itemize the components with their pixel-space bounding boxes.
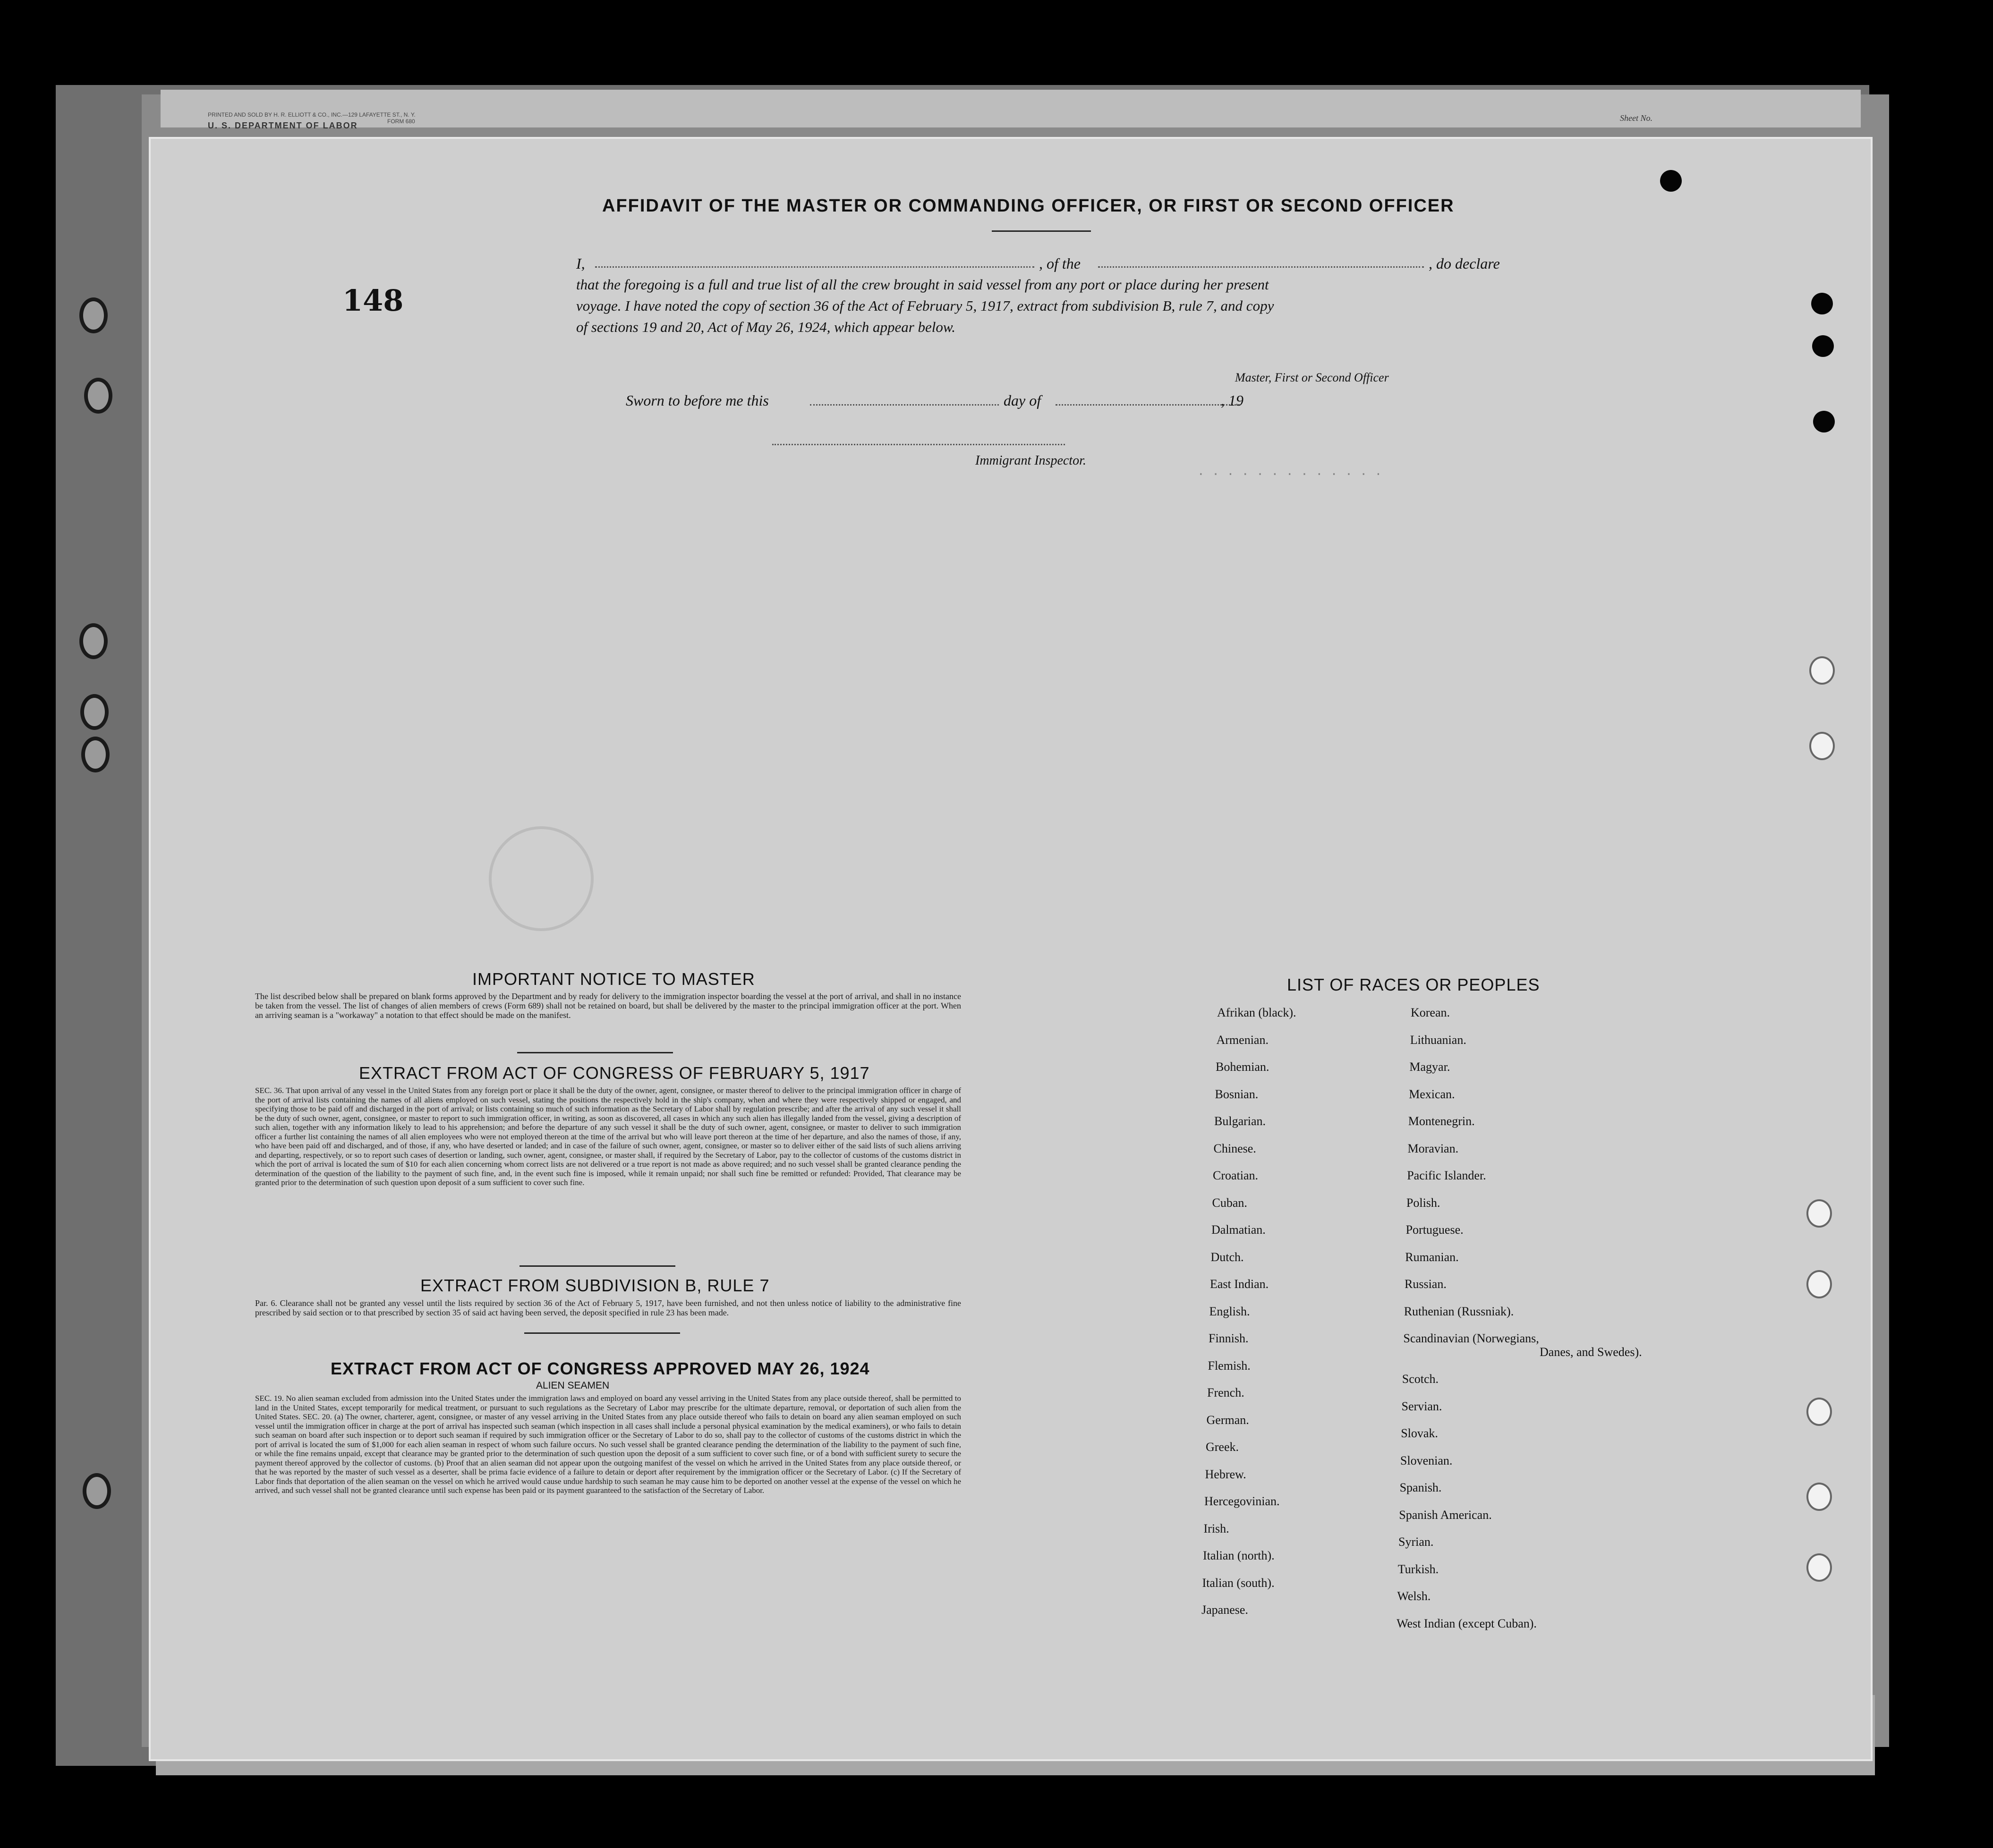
punch-hole bbox=[1806, 1199, 1832, 1228]
alien-seamen-subtitle: ALIEN SEAMEN bbox=[536, 1380, 610, 1391]
race-item: West Indian (except Cuban). bbox=[1397, 1616, 1537, 1630]
punch-hole bbox=[1809, 732, 1835, 760]
race-item: Syrian. bbox=[1398, 1535, 1434, 1549]
race-item: Polish. bbox=[1406, 1195, 1440, 1210]
race-item: Dalmatian. bbox=[1211, 1223, 1266, 1237]
race-item: Danes, and Swedes). bbox=[1540, 1345, 1642, 1359]
department-label: U. S. DEPARTMENT OF LABOR bbox=[208, 121, 358, 130]
punch-hole bbox=[1806, 1270, 1832, 1298]
notice-body: The list described below shall be prepared on blank forms approved by the Department and by ready for delivery to the immigration inspector boarding the vessel at the port of arrival, and shall in no instance be taken from the vessel. The list of changes of alien members of crews (Form 689) shall not be retained on board, but shall be delivered by the master to the principal immigration officer at the port. When an arriving seaman is a "workaway" a notation to that effect should be made on the manifest. bbox=[255, 992, 961, 1020]
sworn-label: Sworn to before me this bbox=[626, 392, 769, 409]
race-item: Flemish. bbox=[1208, 1358, 1251, 1373]
binder-ring bbox=[79, 623, 108, 659]
form-number: FORM 680 bbox=[387, 118, 415, 125]
race-item: English. bbox=[1209, 1304, 1250, 1318]
race-item: Cuban. bbox=[1212, 1195, 1247, 1210]
race-item: Hebrew. bbox=[1205, 1467, 1246, 1481]
race-item: Mexican. bbox=[1409, 1087, 1455, 1101]
races-title: LIST OF RACES OR PEOPLES bbox=[1287, 975, 1540, 994]
section-rule bbox=[524, 1332, 680, 1334]
race-item: Italian (north). bbox=[1203, 1549, 1275, 1562]
race-item: Hercegovinian. bbox=[1204, 1494, 1280, 1508]
master-name-blank[interactable] bbox=[595, 266, 1034, 268]
race-item: Bulgarian. bbox=[1214, 1114, 1266, 1128]
affidavit-line1-of: , of the bbox=[1039, 255, 1081, 272]
race-item: Servian. bbox=[1401, 1399, 1442, 1413]
sworn-day-blank[interactable] bbox=[810, 404, 999, 406]
race-item: East Indian. bbox=[1210, 1277, 1269, 1291]
race-item: Portuguese. bbox=[1405, 1223, 1464, 1237]
binder-ring bbox=[81, 737, 110, 772]
race-item: Pacific Islander. bbox=[1407, 1169, 1486, 1182]
race-item: Slovak. bbox=[1401, 1426, 1438, 1440]
race-item: German. bbox=[1206, 1413, 1249, 1427]
race-item: Turkish. bbox=[1397, 1562, 1439, 1576]
binder-ring bbox=[80, 694, 109, 730]
race-item: Magyar. bbox=[1409, 1060, 1450, 1074]
affidavit-sheet bbox=[149, 137, 1873, 1761]
race-item: Chinese. bbox=[1213, 1141, 1256, 1155]
year-prefix-label: , 19 bbox=[1221, 392, 1243, 409]
race-item: Scotch. bbox=[1402, 1372, 1439, 1386]
sworn-month-blank[interactable] bbox=[1056, 404, 1240, 406]
race-item: Bohemian. bbox=[1216, 1060, 1269, 1074]
inspector-label: Immigrant Inspector. bbox=[975, 453, 1086, 468]
extract-1924-body: SEC. 19. No alien seaman excluded from admission into the United States under the immigration laws and employed on board any vessel arriving in the United States from any place outside thereof, shall be permitted to land in the United States, except temporarily for medical treatment, or pursuant to such regulations as the Secretary of Labor may prescribe for the ultimate departure, removal, or deportation of such alien from the United States. SEC. 20. (a) The owner, charterer, agent, consignee, or master of any vessel arriving in the United States from any place outside thereof who fails to detain on board any alien seaman employed on such vessel until the immigration officer in charge at the port of arrival has inspected such seaman (which inspection in all cases shall include a personal physical examination by the medical examiners), or who fails to detain such seaman on board after such inspection or to deport such seaman if required by such immigration officer or the Secretary of Labor to do so, shall pay to the collector of customs of the customs district in which the port of arrival is located the sum of $1,000 for each alien seaman in respect of whom such failure occurs. No such vessel shall be granted clearance pending the determination of the liability to the payment of such fine, or while the fine remains unpaid, except that clearance may be granted prior to the determination of such question upon the deposit of a sum sufficient to cover such fine, or of a bond with sufficient surety to secure the payment thereof approved by the collector of customs. (b) Proof that an alien seaman did not appear upon the outgoing manifest of the vessel on which he arrived in the United States from any place outside thereof, or that he was reported by the master of such vessel as a deserter, shall be prima facie evidence of a failure to detain or deport after requirement by the immigration officer or the Secretary of Labor. (c) If the Secretary of Labor finds that deportation of the alien seaman on the vessel on which he arrived would cause undue hardship to such seaman he may cause him to be deported on another vessel at the expense of the vessel on which he arrived, and such vessel shall not be granted clearance until such expense has been paid or its payment guaranteed to the satisfaction of the Secretary of Labor. bbox=[255, 1394, 961, 1495]
race-item: Russian. bbox=[1405, 1277, 1447, 1291]
binder-ring bbox=[84, 378, 112, 414]
affidavit-line3: voyage. I have noted the copy of section 36 of the Act of February 5, 1917, extract from subdivision B, rule 7, and copy bbox=[576, 297, 1274, 314]
race-item: Croatian. bbox=[1213, 1169, 1259, 1182]
affidavit-line4: of sections 19 and 20, Act of May 26, 1924, which appear below. bbox=[576, 319, 956, 335]
race-item: Italian (south). bbox=[1202, 1576, 1275, 1590]
race-item: Finnish. bbox=[1209, 1331, 1249, 1345]
race-item: Scandinavian (Norwegians, bbox=[1403, 1331, 1539, 1345]
race-item: Moravian. bbox=[1407, 1141, 1459, 1155]
bleed-through-text: · · · · · · · · · · · · · bbox=[1197, 467, 1382, 482]
race-item: Afrikan (black). bbox=[1217, 1006, 1296, 1019]
race-item: Slovenian. bbox=[1400, 1453, 1453, 1467]
race-item: Spanish. bbox=[1399, 1481, 1442, 1494]
affidavit-line2: that the foregoing is a full and true list of all the crew brought in said vessel from any port or place during her present bbox=[576, 276, 1269, 293]
punch-hole bbox=[1812, 335, 1834, 357]
punch-hole bbox=[1806, 1553, 1832, 1582]
extract-rule7-body: Par. 6. Clearance shall not be granted any vessel until the lists required by section 36 of the Act of February 5, 1917, have been furnished, and not then unless notice of liability to the administrative fine prescribed by said section or to that prescribed by section 35 of said act having been served, the deposit specified in rule 23 has been made. bbox=[255, 1298, 961, 1317]
extract-rule7-title: EXTRACT FROM SUBDIVISION B, RULE 7 bbox=[420, 1276, 770, 1295]
punch-hole bbox=[1813, 411, 1835, 432]
affidavit-line1-declare: , do declare bbox=[1429, 255, 1500, 272]
race-item: Dutch. bbox=[1210, 1250, 1244, 1264]
affidavit-title: AFFIDAVIT OF THE MASTER OR COMMANDING OFFICER, OR FIRST OR SECOND OFFICER bbox=[602, 196, 1455, 216]
binder-ring bbox=[79, 297, 108, 333]
back-sheet-top-strip bbox=[161, 90, 1861, 130]
race-item: French. bbox=[1207, 1386, 1244, 1399]
race-item: Armenian. bbox=[1216, 1033, 1269, 1047]
officer-signature-label: Master, First or Second Officer bbox=[1235, 371, 1389, 384]
section-rule bbox=[520, 1265, 675, 1267]
faint-seal-stamp bbox=[489, 826, 594, 931]
race-item: Spanish American. bbox=[1399, 1508, 1492, 1522]
punch-hole bbox=[1809, 656, 1835, 685]
punch-hole bbox=[1811, 293, 1833, 314]
day-of-label: day of bbox=[1004, 392, 1041, 409]
sheet-number-label: Sheet No. bbox=[1620, 113, 1652, 123]
extract-1917-body: SEC. 36. That upon arrival of any vessel in the United States from any foreign port or place it shall be the duty of the owner, agent, consignee, or master thereof to deliver to the principal immigration officer in charge of the port of arrival lists containing the names of all aliens employed on such vessel, stating the positions the respectively hold in the ship's company, when and where they were respectively shipped or engaged, and specifying those to be paid off and discharged in the port of arrival; or lists containing so much of such information as the Secretary of Labor shall by regulation prescribe; and after the arrival of any such vessel it shall be the duty of such owner, agent, consignee, or master to report to such immigration officer, in writing, as soon as discovered, all cases in which any such alien has illegally landed from the vessel, giving a description of such alien, together with any information likely to lead to his apprehension; and before the departure of any such vessel it shall be the duty of such owner, agent, consignee, or master to deliver to such immigration officer a further list containing the names of all alien employees who were not employed thereon at the time of the arrival but who will leave port thereon at the time of her departure, and also the names of those, if any, who have been paid off and discharged, and of those, if any, who have deserted or landed; and in case of the failure of such owner, agent, consignee, or master so to deliver either of the said lists of such aliens arriving and departing, respectively, or so to report such cases of desertion or landing, such owner, agent, consignee, or master shall, if required by the Secretary of Labor, pay to the collector of customs of the customs district in which the port of arrival is located the sum of $10 for each alien concerning whom correct lists are not delivered or a true report is not made as above required; and no such vessel shall be granted clearance pending the determination of the question of the liability to the payment of such fine, and, in the event such fine is imposed, while it remain unpaid; nor shall such fine be remitted or refunded: Provided, That clearance may be granted prior to the determination of such question upon deposit of a sum sufficient to cover such fine. bbox=[255, 1086, 961, 1187]
punch-hole bbox=[1806, 1483, 1832, 1511]
section-rule bbox=[517, 1052, 673, 1053]
race-item: Greek. bbox=[1206, 1440, 1239, 1454]
race-item: Bosnian. bbox=[1215, 1087, 1259, 1101]
race-item: Lithuanian. bbox=[1410, 1033, 1466, 1047]
vessel-name-blank[interactable] bbox=[1098, 266, 1424, 268]
title-rule bbox=[992, 230, 1091, 232]
handwritten-sheet-number: 148 bbox=[342, 283, 404, 318]
race-item: Ruthenian (Russniak). bbox=[1404, 1304, 1514, 1318]
binder-ring bbox=[83, 1473, 111, 1509]
extract-1917-title: EXTRACT FROM ACT OF CONGRESS OF FEBRUARY 5, 1917 bbox=[359, 1063, 870, 1083]
notice-title: IMPORTANT NOTICE TO MASTER bbox=[472, 969, 755, 989]
extract-1924-title: EXTRACT FROM ACT OF CONGRESS APPROVED MAY 26, 1924 bbox=[331, 1359, 870, 1378]
race-item: Japanese. bbox=[1201, 1603, 1248, 1617]
race-item: Welsh. bbox=[1397, 1589, 1431, 1603]
inspector-signature-blank[interactable] bbox=[772, 444, 1065, 445]
race-item: Irish. bbox=[1203, 1521, 1229, 1535]
punch-hole bbox=[1806, 1398, 1832, 1426]
printer-line: PRINTED AND SOLD BY H. R. ELLIOTT & CO., INC.—129 LAFAYETTE ST., N. Y. bbox=[208, 111, 416, 118]
race-item: Rumanian. bbox=[1405, 1250, 1459, 1264]
race-item: Korean. bbox=[1411, 1006, 1450, 1019]
affidavit-line1-prefix: I, bbox=[576, 255, 585, 272]
punch-hole bbox=[1660, 170, 1682, 192]
race-item: Montenegrin. bbox=[1408, 1114, 1475, 1128]
